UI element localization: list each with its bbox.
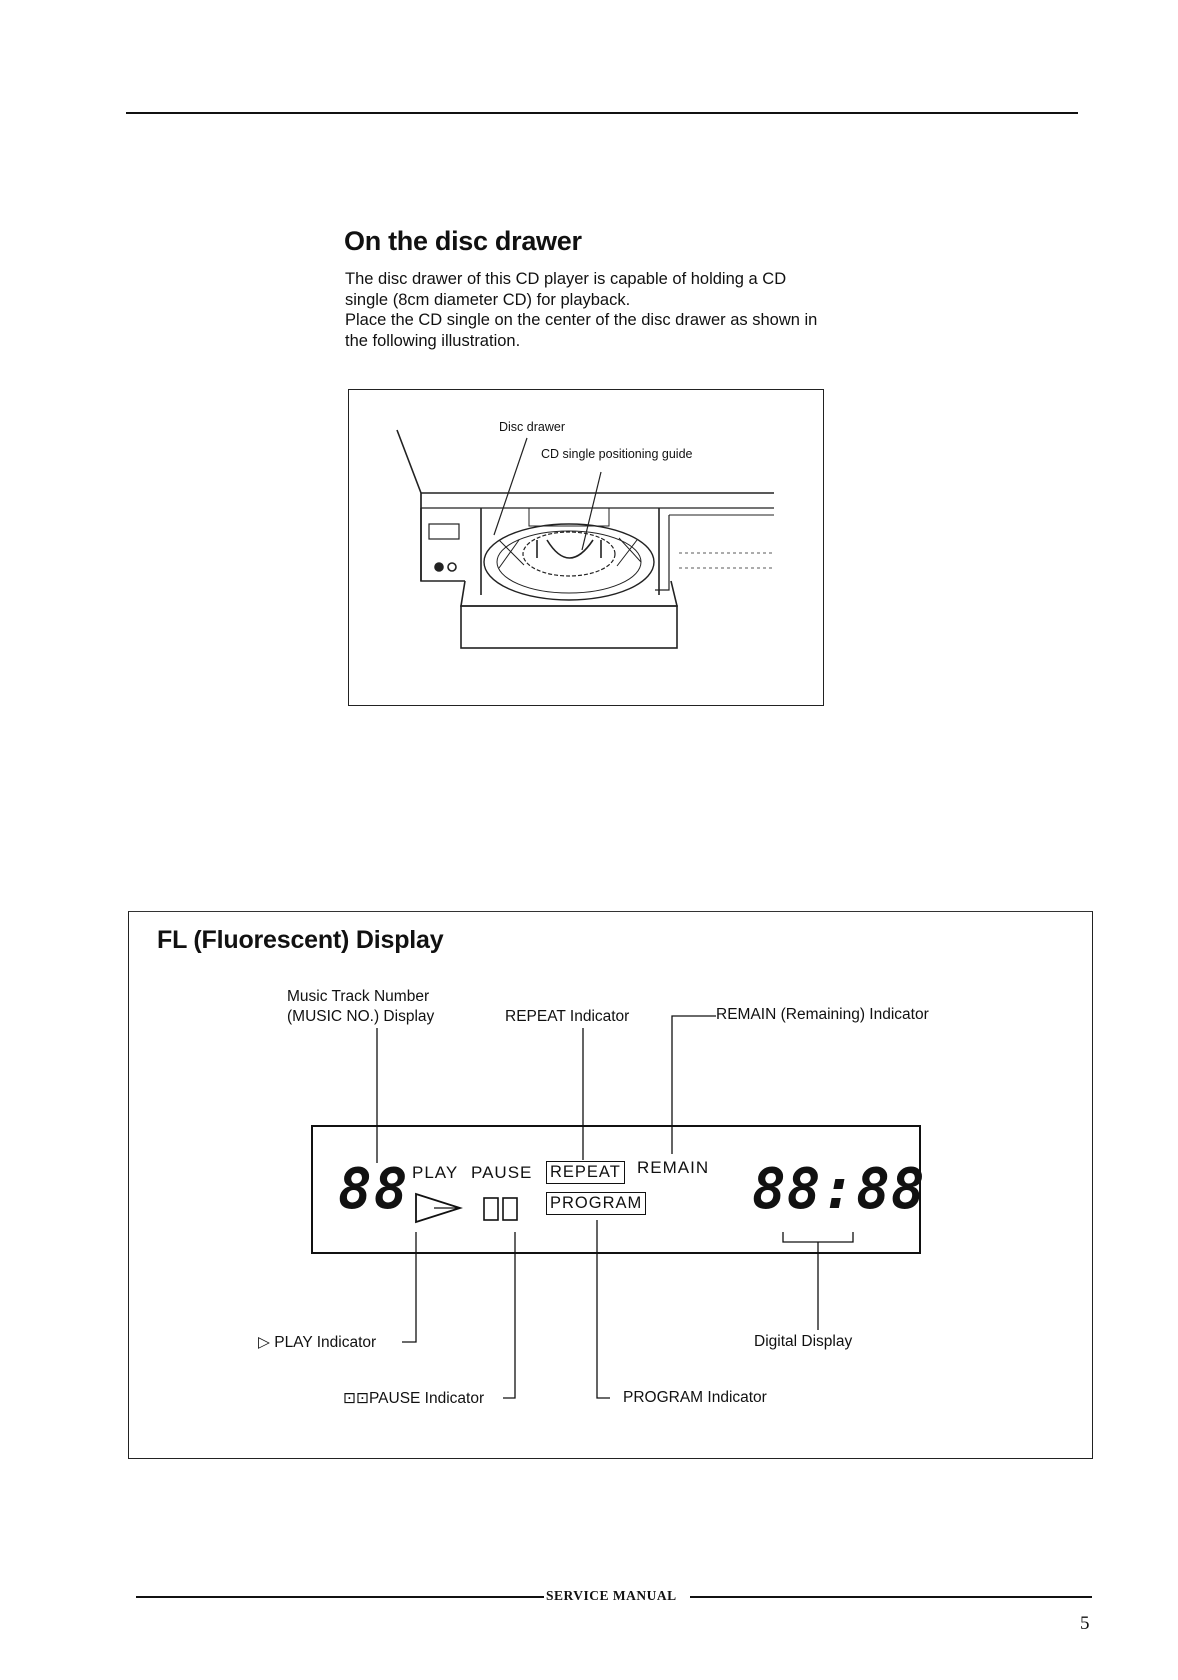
callout-play: ▷ PLAY Indicator xyxy=(258,1334,377,1351)
paragraph: Place the CD single on the center of the disc drawer as shown in the following illustration. xyxy=(345,311,818,350)
label-disc-drawer: Disc drawer xyxy=(499,420,565,434)
callout-repeat: REPEAT Indicator xyxy=(505,1008,630,1025)
footer-rule-right xyxy=(690,1596,1092,1598)
page-number: 5 xyxy=(1080,1613,1090,1634)
pause-symbol xyxy=(484,1198,498,1220)
display-pause-label: PAUSE xyxy=(471,1163,533,1182)
time-digits: 88:88 xyxy=(752,1157,926,1222)
display-play-label: PLAY xyxy=(412,1163,459,1182)
display-remain-label: REMAIN xyxy=(637,1158,710,1177)
callout-program: PROGRAM Indicator xyxy=(623,1389,767,1406)
paragraph: The disc drawer of this CD player is capable of holding a CD single (8cm diameter CD) for playback. xyxy=(345,270,787,309)
display-repeat-label: REPEAT xyxy=(546,1161,625,1184)
callout-pause: ⊡⊡PAUSE Indicator xyxy=(343,1390,485,1407)
callout-remain: REMAIN (Remaining) Indicator xyxy=(716,1006,929,1023)
footer-rule-left xyxy=(136,1596,544,1598)
display-program-label: PROGRAM xyxy=(546,1192,646,1215)
section-title-fl-display: FL (Fluorescent) Display xyxy=(157,926,444,954)
callout-music-no-line2: (MUSIC NO.) Display xyxy=(287,1008,435,1025)
callout-music-no-line1: Music Track Number xyxy=(287,988,430,1005)
footer-text: SERVICE MANUAL xyxy=(546,1588,677,1603)
track-number-digits: 88 xyxy=(338,1157,410,1222)
callout-digital: Digital Display xyxy=(754,1333,853,1350)
label-positioning-guide: CD single positioning guide xyxy=(541,447,693,461)
section-title-disc-drawer: On the disc drawer xyxy=(344,226,582,256)
